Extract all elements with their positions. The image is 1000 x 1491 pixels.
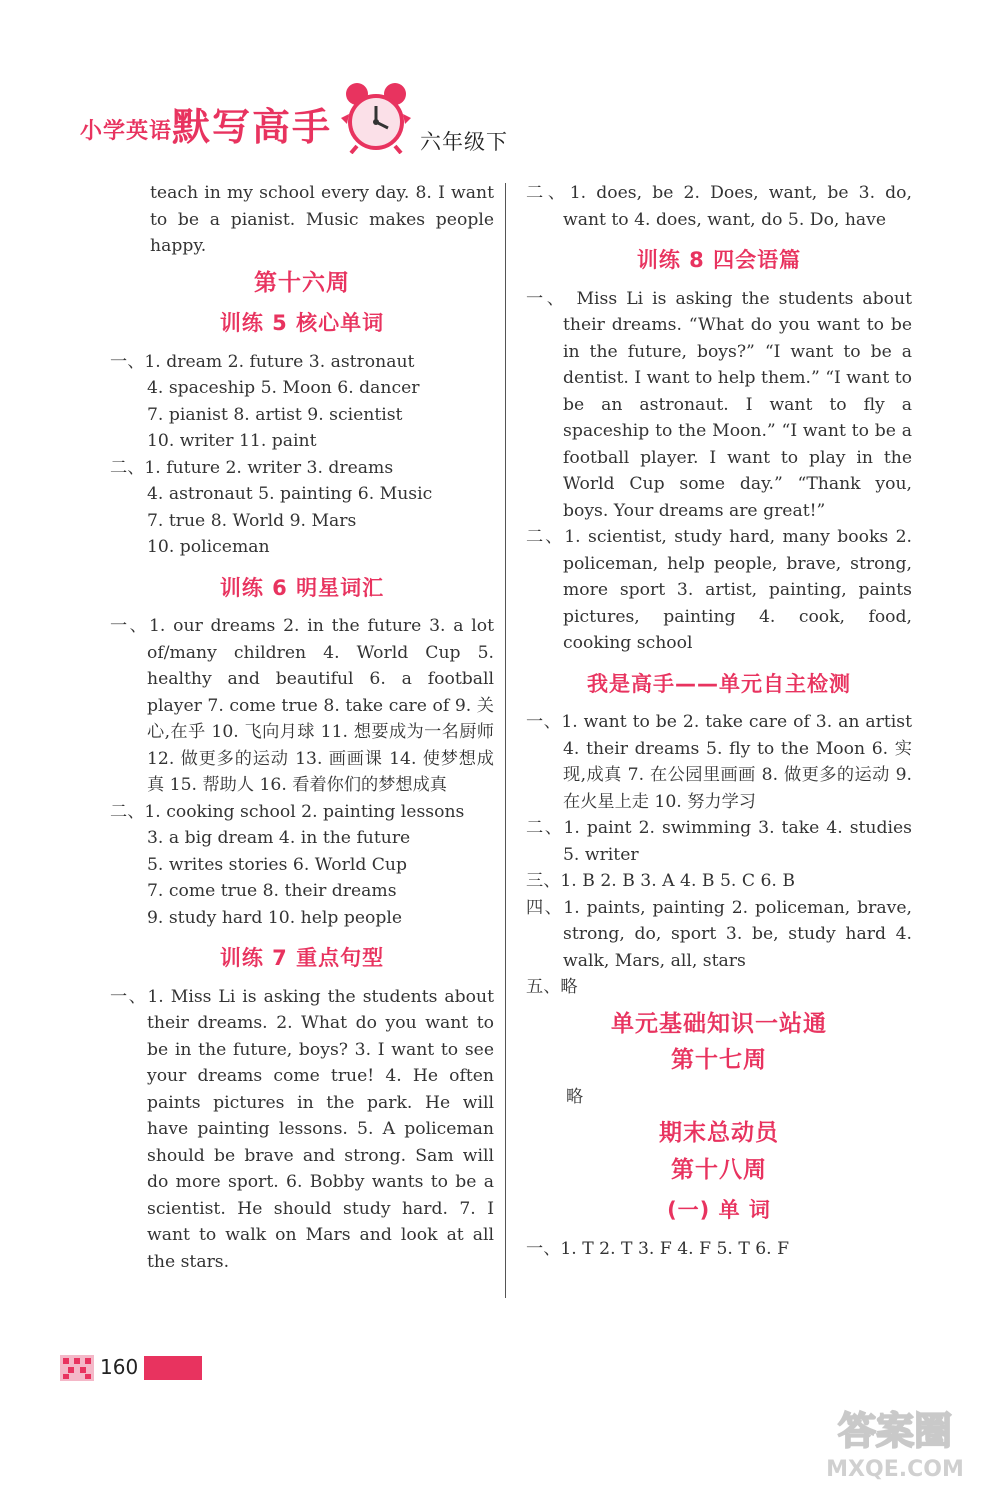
train5-line-5: 二、1. future 2. writer 3. dreams: [110, 457, 394, 478]
final-heading: 期末总动员: [659, 1120, 779, 1146]
right-top-answers: 二、1. does, be 2. Does, want, be 3. do, want to 4. does, want, do 5. Do, have: [526, 183, 912, 230]
train7-heading: 训练 7 重点句型: [219, 946, 385, 970]
alarm-clock-mascot-icon: [335, 78, 417, 154]
left-column: [110, 180, 494, 1275]
train5-line-8: 10. policeman: [147, 537, 270, 557]
grade-label: 六年级下: [420, 130, 508, 154]
last-answers: 一、1. T 2. T 3. F 4. F 5. T 6. F: [526, 1238, 790, 1259]
week17-note: 略: [566, 1086, 584, 1107]
train6-line-1: 二、1. cooking school 2. painting lessons: [110, 801, 465, 822]
week16-heading: 第十六周: [254, 269, 350, 296]
train5-line-4: 10. writer 11. paint: [147, 431, 317, 451]
train6-part1: 一、1. our dreams 2. in the future 3. a lot of/many children 4. World Cup 5. healthy and beautiful 6. a football player 7. come true 8. take care of 9. 关心,在乎 10. 飞向月球 11. 想要成为一名厨师 12. 做更多的运动 13. 画画课 14. 使梦想成真 15. 帮助人 16. 看着你们的梦想成真: [110, 616, 494, 795]
train5-line-7: 7. true 8. World 9. Mars: [147, 510, 357, 531]
footer-accent-bar: [144, 1356, 202, 1380]
train5-line-3: 7. pianist 8. artist 9. scientist: [147, 404, 403, 425]
column-divider: [505, 183, 506, 1298]
unit-basic-heading: 单元基础知识一站通: [611, 1010, 827, 1037]
svg-text:答案圈: 答案圈: [837, 1409, 953, 1453]
intro-text: teach in my school every day. 8. I want to be a pianist. Music makes people happy.: [150, 183, 494, 256]
test-part5: 五、略: [526, 977, 578, 997]
brand-title: 默写高手: [172, 105, 333, 149]
train8-part2: 二、1. scientist, study hard, many books 2. policeman, help people, brave, strong, more sport 3. artist, painting, paints pictures, painting 4. cook, food, cooking school: [526, 527, 912, 653]
test-part3: 三、1. B 2. B 3. A 4. B 5. C 6. B: [526, 871, 795, 891]
test-part1: 一、1. want to be 2. take care of 3. an artist 4. their dreams 5. fly to the Moon 6. 实现,成真 7. 在公园里画画 8. 做更多的运动 9. 在火星上走 10. 努力学习: [526, 712, 912, 812]
train5-line-2: 4. spaceship 5. Moon 6. dancer: [147, 378, 420, 398]
train6-line-5: 9. study hard 10. help people: [147, 907, 403, 928]
train6-heading: 训练 6 明星词汇: [219, 575, 385, 600]
train7-part1: 一、1. Miss Li is asking the students about their dreams. 2. What do you want to be in the future, boys? 3. I want to see your dreams come true! 4. He often paints pictures in the park. He will have painting lessons. 5. A policeman should be brave and strong. Sam will do more sport. 6. Bobby wants to be a scientist. He should study hard. 7. I want to walk on Mars and look at all the stars.: [110, 986, 494, 1272]
train5-heading: 训练 5 核心单词: [219, 311, 385, 335]
brand-subtitle: 小学英语: [80, 119, 173, 144]
footer-pattern-icon: [60, 1355, 94, 1381]
train6-line-4: 7. come true 8. their dreams: [147, 881, 397, 901]
page-number: 160: [100, 1355, 139, 1379]
svg-text:MXQE.COM: MXQE.COM: [826, 1457, 964, 1482]
week18-heading: 第十八周: [671, 1156, 767, 1183]
train5-line-6: 4. astronaut 5. painting 6. Music: [147, 484, 433, 504]
words-heading: (一) 单 词: [667, 1198, 771, 1222]
train8-part1: 一、 Miss Li is asking the students about their dreams. “What do you want to be in the future, boys?” “I want to be a dentist. I want to help them.” “I want to be an astronaut. I want to fly a spaceship to the Moon.” “I want to be a football player. I want to play in the World Cup some day.” “Thank you, boys. Your dreams are great!”: [526, 288, 912, 521]
train6-line-2: 3. a big dream 4. in the future: [147, 828, 411, 848]
right-column: [526, 180, 912, 1262]
train8-heading: 训练 8 四会语篇: [636, 248, 802, 272]
page-header: [80, 78, 520, 158]
unit-test-heading: 我是高手——单元自主检测: [587, 671, 851, 696]
week17-heading: 第十七周: [671, 1047, 767, 1073]
train6-line-3: 5. writes stories 6. World Cup: [147, 854, 408, 875]
test-part2: 二、1. paint 2. swimming 3. take 4. studies 5. writer: [526, 818, 912, 865]
test-part4: 四、1. paints, painting 2. policeman, brave, strong, do, sport 3. be, study hard 4. walk, Mars, all, stars: [526, 897, 912, 971]
train5-line-1: 一、1. dream 2. future 3. astronaut: [110, 351, 415, 372]
watermark-logo: [800, 1402, 990, 1484]
